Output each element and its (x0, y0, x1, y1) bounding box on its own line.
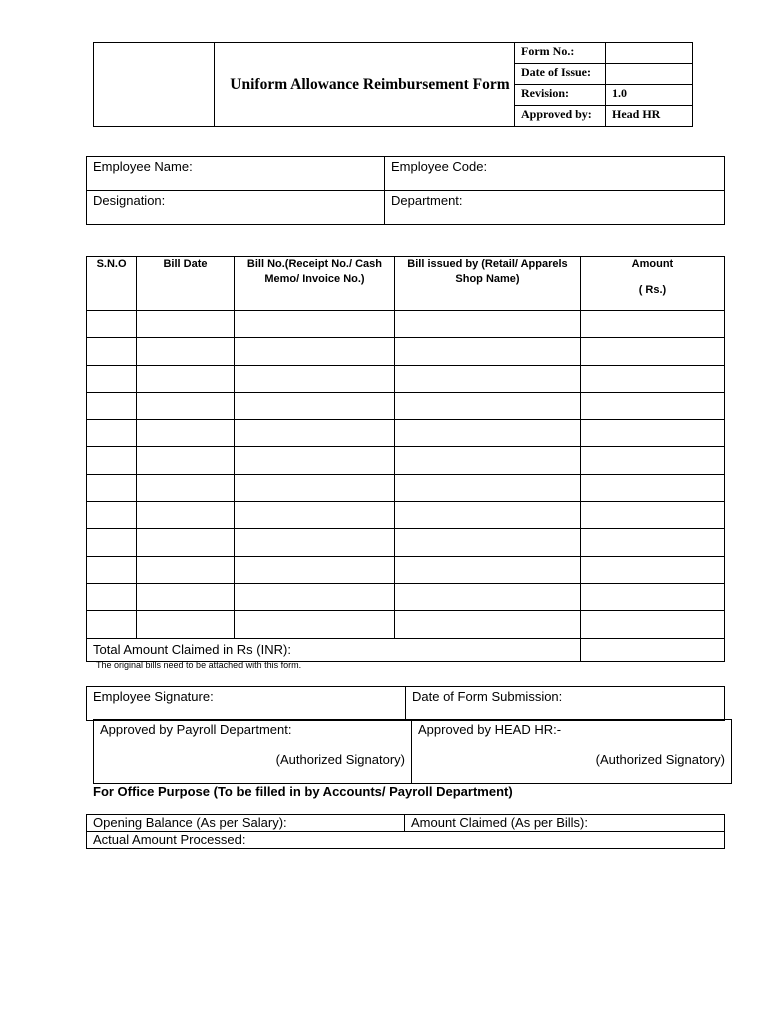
amount-cell[interactable] (580, 392, 724, 419)
sno-cell[interactable] (87, 529, 137, 556)
bill-date-cell[interactable] (137, 474, 235, 501)
bill-rows (87, 311, 725, 639)
sno-cell[interactable] (87, 420, 137, 447)
bill-issued-by-cell[interactable] (395, 474, 581, 501)
meta-row-form-no (515, 43, 693, 64)
bill-date-cell[interactable] (137, 338, 235, 365)
bill-row (87, 502, 725, 529)
actual-amount-processed-field[interactable]: Actual Amount Processed: (87, 832, 725, 849)
bill-no-cell[interactable] (234, 474, 394, 501)
bill-issued-by-cell[interactable] (395, 311, 581, 338)
employee-code-field[interactable]: Employee Code: (385, 157, 725, 191)
bills-table (86, 256, 725, 662)
bill-no-cell[interactable] (234, 502, 394, 529)
bill-date-cell[interactable] (137, 611, 235, 638)
approval-table (93, 719, 732, 784)
sno-cell[interactable] (87, 338, 137, 365)
employee-signature-field[interactable]: Employee Signature: (87, 687, 406, 721)
bill-issued-by-cell[interactable] (395, 420, 581, 447)
bill-date-cell[interactable] (137, 420, 235, 447)
col-sno-header: S.N.O (87, 257, 137, 311)
bill-row (87, 311, 725, 338)
meta-row-revision (515, 85, 693, 106)
total-row (87, 638, 725, 661)
meta-label: Approved by: (515, 106, 606, 127)
col-bill-date-header: Bill Date (137, 257, 235, 311)
date-of-submission-field[interactable]: Date of Form Submission: (406, 687, 725, 721)
total-amount-cell[interactable] (580, 638, 724, 661)
meta-value-approved-by: Head HR (606, 106, 693, 127)
bill-date-cell[interactable] (137, 556, 235, 583)
amount-label: Amount (631, 258, 674, 270)
payroll-approval-label: Approved by Payroll Department: (100, 722, 292, 737)
amount-cell[interactable] (580, 338, 724, 365)
bill-row (87, 338, 725, 365)
bill-no-cell[interactable] (234, 447, 394, 474)
bill-issued-by-cell[interactable] (395, 583, 581, 610)
payroll-approval-field[interactable] (94, 720, 412, 784)
bill-no-cell[interactable] (234, 311, 394, 338)
bill-no-cell[interactable] (234, 529, 394, 556)
amount-cell[interactable] (580, 311, 724, 338)
submission-table (86, 686, 725, 721)
bill-issued-by-cell[interactable] (395, 365, 581, 392)
bill-row (87, 447, 725, 474)
bill-date-cell[interactable] (137, 502, 235, 529)
meta-value-revision: 1.0 (606, 85, 693, 106)
meta-value-form-no[interactable] (606, 43, 693, 64)
amount-cell[interactable] (580, 474, 724, 501)
bill-issued-by-cell[interactable] (395, 529, 581, 556)
sno-cell[interactable] (87, 474, 137, 501)
employee-name-field[interactable]: Employee Name: (87, 157, 385, 191)
sno-cell[interactable] (87, 365, 137, 392)
amount-cell[interactable] (580, 556, 724, 583)
bill-date-cell[interactable] (137, 529, 235, 556)
bill-row (87, 529, 725, 556)
col-bill-no-header: Bill No.(Receipt No./ Cash Memo/ Invoice No.) (234, 257, 394, 311)
sno-cell[interactable] (87, 556, 137, 583)
bill-no-cell[interactable] (234, 583, 394, 610)
amount-cell[interactable] (580, 447, 724, 474)
bill-date-cell[interactable] (137, 392, 235, 419)
office-purpose-table (86, 814, 725, 849)
bills-header-row (87, 257, 725, 311)
bill-no-cell[interactable] (234, 365, 394, 392)
bill-no-cell[interactable] (234, 420, 394, 447)
sno-cell[interactable] (87, 611, 137, 638)
col-amount-header (580, 257, 724, 311)
bill-date-cell[interactable] (137, 311, 235, 338)
sno-cell[interactable] (87, 502, 137, 529)
amount-claimed-field[interactable]: Amount Claimed (As per Bills): (405, 815, 725, 832)
amount-cell[interactable] (580, 583, 724, 610)
amount-cell[interactable] (580, 502, 724, 529)
col-bill-issued-by-header: Bill issued by (Retail/ Apparels Shop Name) (395, 257, 581, 311)
bill-issued-by-cell[interactable] (395, 392, 581, 419)
sno-cell[interactable] (87, 447, 137, 474)
meta-label: Form No.: (515, 43, 606, 64)
bill-row (87, 474, 725, 501)
logo-cell (94, 43, 215, 126)
designation-field[interactable]: Designation: (87, 191, 385, 225)
payroll-authorized-signatory: (Authorized Signatory) (275, 752, 405, 767)
bill-row (87, 583, 725, 610)
total-label: Total Amount Claimed in Rs (INR): (87, 638, 581, 661)
hr-authorized-signatory: (Authorized Signatory) (595, 752, 725, 767)
form-title: Uniform Allowance Reimbursement Form (230, 75, 510, 93)
form-meta-table (514, 42, 693, 127)
office-purpose-heading: For Office Purpose (To be filled in by Accounts/ Payroll Department) (93, 784, 513, 799)
bill-row (87, 392, 725, 419)
meta-row-date-of-issue (515, 64, 693, 85)
bill-no-cell[interactable] (234, 392, 394, 419)
sno-cell[interactable] (87, 311, 137, 338)
amount-cell[interactable] (580, 611, 724, 638)
attachment-note: The original bills need to be attached with this form. (96, 660, 302, 670)
employee-info-table (86, 156, 725, 225)
amount-cell[interactable] (580, 420, 724, 447)
sno-cell[interactable] (87, 583, 137, 610)
bill-date-cell[interactable] (137, 365, 235, 392)
bill-row (87, 420, 725, 447)
meta-row-approved-by (515, 106, 693, 127)
bill-issued-by-cell[interactable] (395, 556, 581, 583)
bill-issued-by-cell[interactable] (395, 338, 581, 365)
bill-no-cell[interactable] (234, 611, 394, 638)
form-header (93, 42, 693, 127)
hr-approval-label: Approved by HEAD HR:- (418, 722, 562, 737)
amount-unit: ( Rs.) (638, 284, 667, 296)
amount-cell[interactable] (580, 365, 724, 392)
bill-no-cell[interactable] (234, 556, 394, 583)
bill-row (87, 611, 725, 638)
sno-cell[interactable] (87, 392, 137, 419)
bill-row (87, 365, 725, 392)
department-field[interactable]: Department: (385, 191, 725, 225)
bill-issued-by-cell[interactable] (395, 447, 581, 474)
meta-value-date-of-issue[interactable] (606, 64, 693, 85)
opening-balance-field[interactable]: Opening Balance (As per Salary): (87, 815, 405, 832)
bill-date-cell[interactable] (137, 583, 235, 610)
meta-label: Date of Issue: (515, 64, 606, 85)
bill-no-cell[interactable] (234, 338, 394, 365)
hr-approval-field[interactable] (412, 720, 732, 784)
bill-row (87, 556, 725, 583)
bill-date-cell[interactable] (137, 447, 235, 474)
bill-issued-by-cell[interactable] (395, 502, 581, 529)
amount-cell[interactable] (580, 529, 724, 556)
meta-label: Revision: (515, 85, 606, 106)
bill-issued-by-cell[interactable] (395, 611, 581, 638)
